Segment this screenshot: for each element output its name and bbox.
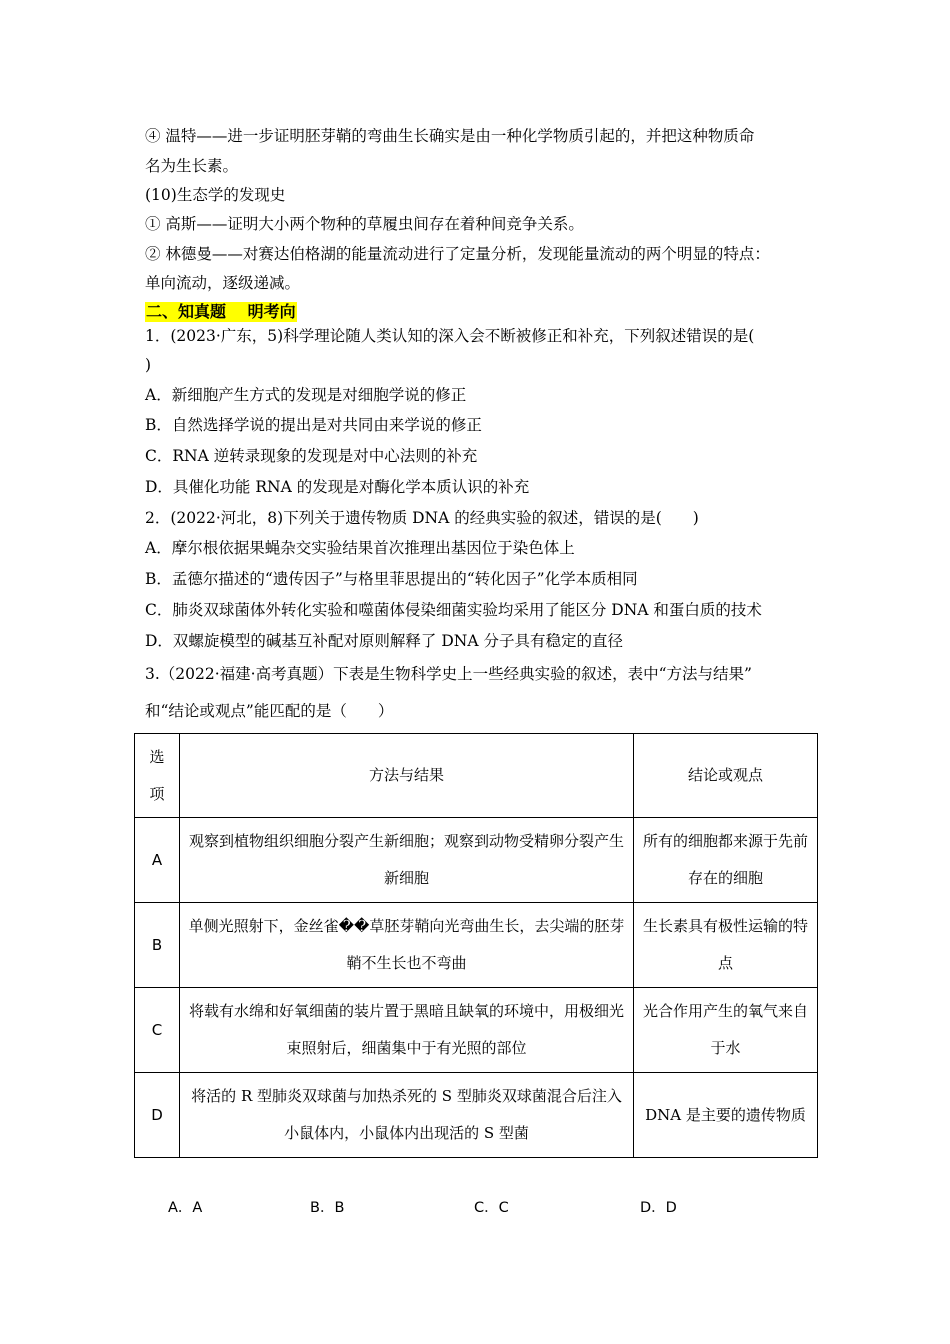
header-option: 选 项: [135, 734, 180, 818]
row-label: B: [135, 903, 180, 988]
option-c: C．肺炎双球菌体外转化实验和噬菌体侵染细菌实验均采用了能区分 DNA 和蛋白质的技术: [145, 601, 762, 619]
row-method: 将载有水绵和好氧细菌的装片置于黑暗且缺氧的环境中，用极细光束照射后，细菌集中于有光照的部位: [180, 988, 634, 1073]
table-row: [135, 1073, 818, 1158]
table-row: [135, 903, 818, 988]
row-conclusion: DNA 是主要的遗传物质: [634, 1073, 818, 1158]
option-c: C．RNA 逆转录现象的发现是对中心法则的补充: [145, 447, 478, 465]
row-conclusion: 所有的细胞都来源于先前存在的细胞: [634, 818, 818, 903]
row-method: 将活的 R 型肺炎双球菌与加热杀死的 S 型肺炎双球菌混合后注入小鼠体内，小鼠体内出现活的 S 型菌: [180, 1073, 634, 1158]
row-label: D: [135, 1073, 180, 1158]
text-line: ② 林德曼——对赛达伯格湖的能量流动进行了定量分析，发现能量流动的两个明显的特点：: [145, 245, 770, 263]
header-method: 方法与结果: [180, 734, 634, 818]
question-stem: 2．(2022·河北，8)下列关于遗传物质 DNA 的经典实验的叙述，错误的是( ): [145, 509, 699, 527]
option-a: A．摩尔根依据果蝇杂交实验结果首次推理出基因位于染色体上: [145, 539, 575, 557]
row-label: C: [135, 988, 180, 1073]
row-conclusion: 光合作用产生的氧气来自于水: [634, 988, 818, 1073]
option-d: D．具催化功能 RNA 的发现是对酶化学本质认识的补充: [145, 478, 530, 496]
answer-a: A．A: [168, 1200, 203, 1216]
option-b: B．孟德尔描述的“遗传因子”与格里菲思提出的“转化因子”化学本质相同: [145, 570, 638, 588]
row-method: 单侧光照射下，金丝雀��草胚芽鞘向光弯曲生长，去尖端的胚芽鞘不生长也不弯曲: [180, 903, 634, 988]
subheading: (10)生态学的发现史: [145, 186, 286, 204]
table-header-row: [135, 734, 818, 818]
text-line: ① 高斯——证明大小两个物种的草履虫间存在着种间竞争关系。: [145, 215, 584, 233]
section-heading: 二、知真题 明考向: [146, 302, 296, 321]
option-d: D．双螺旋模型的碱基互补配对原则解释了 DNA 分子具有稳定的直径: [145, 632, 623, 650]
answer-d: D．D: [640, 1200, 677, 1216]
option-b: B．自然选择学说的提出是对共同由来学说的修正: [145, 416, 482, 434]
text-line: 名为生长素。: [145, 157, 239, 175]
answer-c: C．C: [474, 1200, 509, 1216]
experiment-table: [134, 733, 818, 1158]
table-row: [135, 988, 818, 1073]
answer-b: B．B: [310, 1200, 345, 1216]
question-stem: 1．(2023·广东，5)科学理论随人类认知的深入会不断被修正和补充，下列叙述错误的是(: [145, 327, 755, 345]
row-label: A: [135, 818, 180, 903]
question-stem: 3.（2022·福建·高考真题）下表是生物科学史上一些经典实验的叙述，表中“方法与结果”: [145, 665, 752, 683]
question-stem: 和“结论或观点”能匹配的是（ ）: [145, 702, 394, 720]
row-method: 观察到植物组织细胞分裂产生新细胞；观察到动物受精卵分裂产生新细胞: [180, 818, 634, 903]
question-stem: ): [145, 356, 152, 374]
header-conclusion: 结论或观点: [634, 734, 818, 818]
row-conclusion: 生长素具有极性运输的特点: [634, 903, 818, 988]
table-row: [135, 818, 818, 903]
option-a: A．新细胞产生方式的发现是对细胞学说的修正: [145, 386, 467, 404]
text-line: ④ 温特——进一步证明胚芽鞘的弯曲生长确实是由一种化学物质引起的，并把这种物质命: [145, 127, 755, 145]
text-line: 单向流动，逐级递减。: [145, 274, 301, 292]
